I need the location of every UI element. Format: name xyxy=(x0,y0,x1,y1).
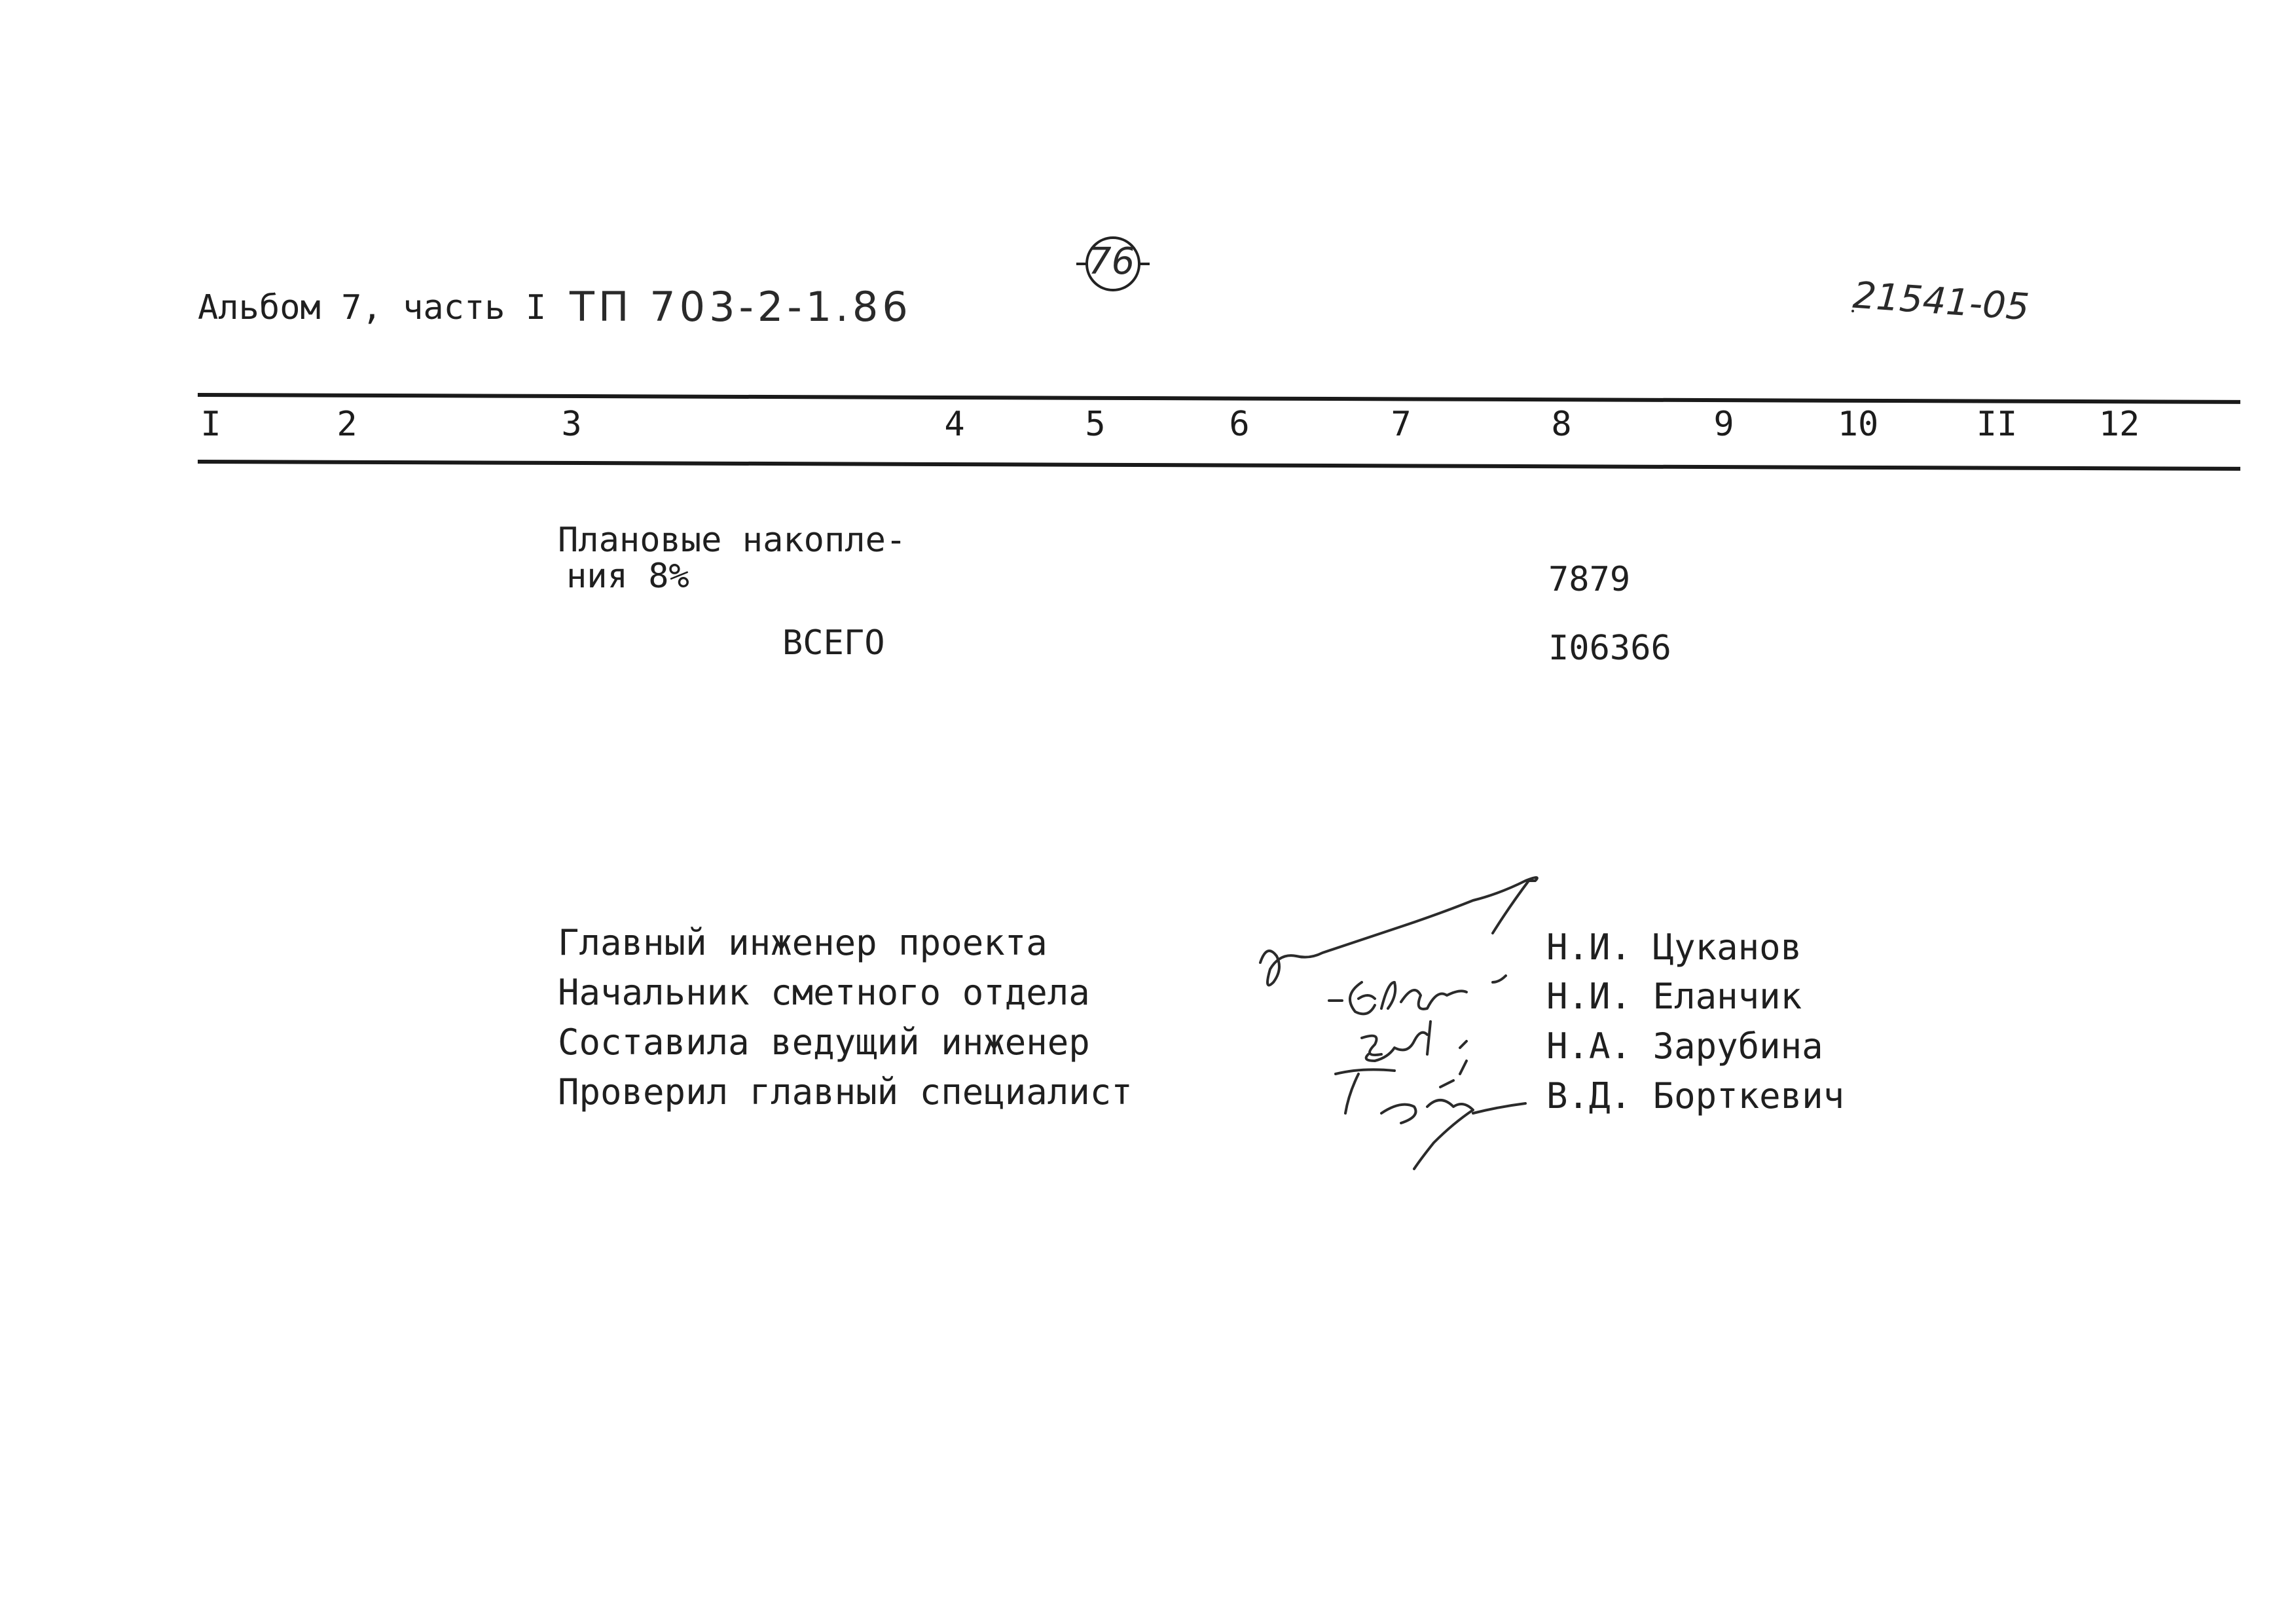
signature-2 xyxy=(1329,976,1506,1014)
signature-4 xyxy=(1336,1061,1525,1169)
signature-3 xyxy=(1362,1022,1467,1061)
column-number: 10 xyxy=(1837,405,1879,444)
page-number-stamp xyxy=(1074,226,1152,298)
column-number: 6 xyxy=(1229,405,1250,444)
signatory-name: Н.И. Еланчик xyxy=(1546,976,1802,1017)
document-number: 21541-05 xyxy=(1851,274,2031,329)
table-header-bottom-rule xyxy=(198,460,2240,471)
signatory-name: Н.И. Цуканов xyxy=(1546,927,1802,968)
signature-1 xyxy=(1260,877,1537,986)
page-number: 76 xyxy=(1088,240,1135,283)
row-value-col8: 7879 xyxy=(1548,560,1631,599)
column-number: 5 xyxy=(1085,405,1106,444)
total-label: ВСЕГО xyxy=(782,623,885,663)
column-number: 12 xyxy=(2098,405,2140,444)
column-number: 8 xyxy=(1551,405,1572,444)
column-number: 3 xyxy=(561,405,582,444)
table-top-rule xyxy=(198,393,2240,404)
row-description-line2: ния 8% xyxy=(566,557,689,596)
column-number: 7 xyxy=(1391,405,1412,444)
signatory-role: Проверил главный специалист xyxy=(558,1071,1133,1113)
column-number: 9 xyxy=(1713,405,1734,444)
project-code: ТП 703-2-1.86 xyxy=(570,283,912,331)
total-value-col8: I06366 xyxy=(1548,629,1671,668)
signatory-role: Начальник сметного отдела xyxy=(558,972,1090,1013)
column-number: 4 xyxy=(944,405,965,444)
signatory-role: Главный инженер проекта xyxy=(558,922,1048,963)
column-number: 2 xyxy=(337,405,357,444)
album-reference: Альбом 7, часть I xyxy=(198,288,547,327)
column-number: II xyxy=(1976,405,2018,444)
signatory-name: Н.А. Зарубина xyxy=(1546,1025,1823,1067)
column-number: I xyxy=(200,405,221,444)
row-description-line1: Плановые накопле- xyxy=(558,521,907,560)
signatory-role: Составила ведущий инженер xyxy=(558,1022,1090,1063)
signatory-name: В.Д. Борткевич xyxy=(1546,1075,1845,1116)
